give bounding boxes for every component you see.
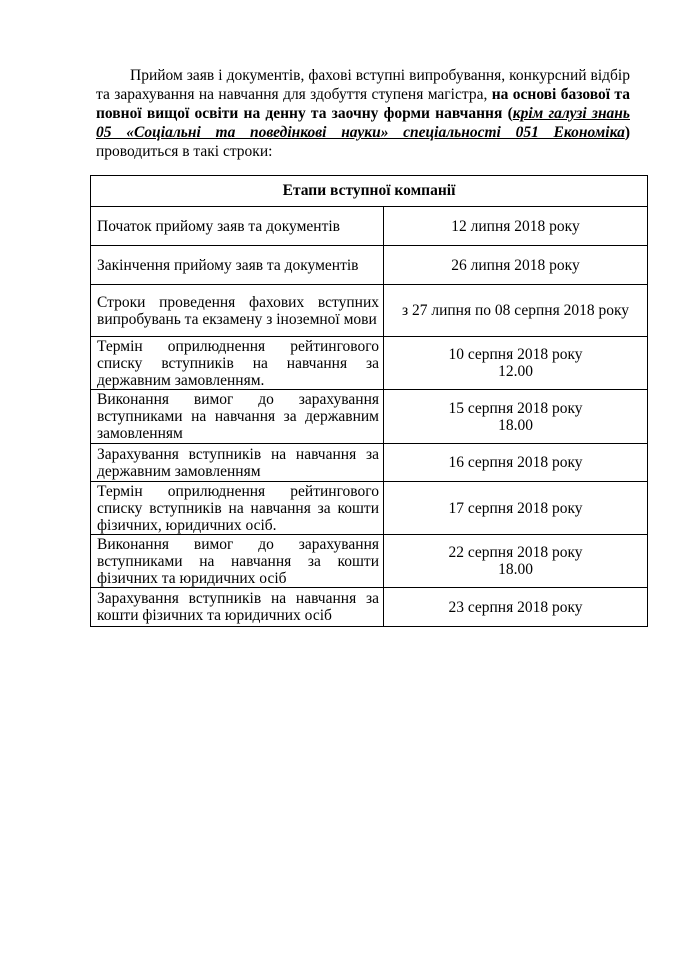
table-row — [91, 246, 648, 285]
date-cell — [384, 482, 648, 535]
time-text: 18.00 — [498, 561, 533, 578]
stage-cell: Строки проведення фахових вступних випробувань та екзамену з іноземної мови — [91, 285, 384, 337]
stage-cell: Зарахування вступників на навчання за державним замовленням — [91, 444, 384, 482]
table-row — [91, 588, 648, 627]
table-row — [91, 390, 648, 444]
time-text: 12.00 — [498, 363, 533, 380]
intro-paren-close: ) — [624, 124, 630, 141]
table-row — [91, 285, 648, 337]
table-row — [91, 337, 648, 390]
date-cell — [384, 337, 648, 390]
stage-cell: Термін оприлюднення рейтингового списку вступників на навчання за державним замовленням. — [91, 337, 384, 390]
date-text: 23 серпня 2018 року — [448, 598, 583, 616]
table-row — [91, 482, 648, 535]
date-cell — [384, 588, 648, 627]
date-cell — [384, 390, 648, 444]
table-row — [91, 207, 648, 246]
date-text: 26 липня 2018 року — [451, 256, 580, 274]
stage-cell: Термін оприлюднення рейтингового списку вступників на навчання за кошти фізичних, юридичних осіб. — [91, 482, 384, 535]
table-header: Етапи вступної компанії — [91, 176, 648, 207]
date-text: 10 серпня 2018 року — [448, 346, 583, 363]
table-row — [91, 444, 648, 482]
date-cell — [384, 246, 648, 285]
intro-text: Прийом заяв і документів, фахові вступні випробування, конкурсний відбір та зарахування на навчання для здобуття ступеня магістра, — [96, 67, 630, 103]
stage-cell: Виконання вимог до зарахування вступниками на навчання за кошти фізичних та юридичних осіб — [91, 535, 384, 588]
intro-paragraph — [96, 66, 630, 161]
intro-bold-text: на основі базової та повної вищої освіти на денну та заочну форми навчання — [96, 86, 630, 122]
date-cell — [384, 444, 648, 482]
date-cell — [384, 535, 648, 588]
date-text: 17 серпня 2018 року — [448, 499, 583, 517]
table-row — [91, 535, 648, 588]
stage-cell: Виконання вимог до зарахування вступниками на навчання за державним замовленням — [91, 390, 384, 444]
stage-cell: Початок прийому заяв та документів — [91, 207, 384, 246]
date-text: 12 липня 2018 року — [451, 217, 580, 235]
date-cell — [384, 207, 648, 246]
date-text: 15 серпня 2018 року — [448, 399, 583, 417]
intro-exception-text: крім галузі знань 05 «Соціальні та поведінкові науки» спеціальності 051 Економіка — [96, 105, 630, 141]
stage-cell: Зарахування вступників на навчання за кошти фізичних та юридичних осіб — [91, 588, 384, 627]
stage-cell: Закінчення прийому заяв та документів — [91, 246, 384, 285]
date-text: 22 серпня 2018 року — [448, 544, 583, 561]
time-text: 18.00 — [498, 416, 533, 434]
intro-tail-text: проводиться в такі строки: — [96, 143, 273, 160]
date-cell — [384, 285, 648, 337]
table-header-row — [91, 176, 648, 207]
intro-paren-open: ( — [507, 105, 513, 122]
admission-stages-table — [90, 175, 648, 627]
date-text: з 27 липня по 08 серпня 2018 року — [401, 302, 630, 319]
date-text: 16 серпня 2018 року — [448, 454, 583, 471]
